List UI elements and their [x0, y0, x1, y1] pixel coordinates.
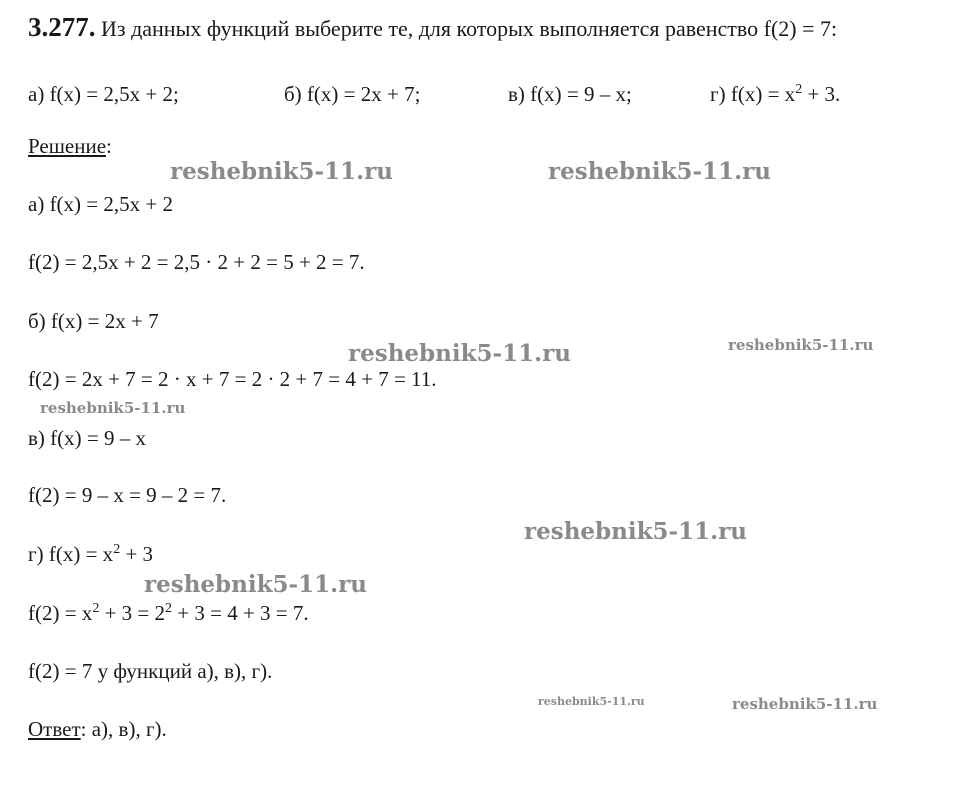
answer-heading: Ответ: [28, 717, 81, 741]
problem-statement: [28, 14, 837, 41]
solution-heading-colon: :: [106, 134, 112, 158]
solution-g-def-pre: г) f(x) = x: [28, 542, 114, 566]
watermark: reshebnik5-11.ru: [548, 158, 771, 185]
solution-b-definition: б) f(x) = 2x + 7: [28, 309, 159, 333]
solution-g-calc-part1: f(2) = x: [28, 601, 93, 625]
solution-v-definition: в) f(x) = 9 – x: [28, 426, 146, 450]
solution-conclusion: f(2) = 7 у функций а), в), г).: [28, 659, 273, 683]
option-a: а) f(x) = 2,5x + 2;: [28, 82, 179, 106]
option-g-pre: г) f(x) = x: [710, 82, 796, 106]
option-g-sup: 2: [795, 82, 803, 97]
watermark: reshebnik5-11.ru: [170, 158, 393, 185]
solution-heading-label: Решение: [28, 134, 107, 158]
solution-v-calculation: f(2) = 9 – x = 9 – 2 = 7.: [28, 483, 227, 507]
solution-g-def-sup: 2: [113, 542, 121, 557]
option-v: в) f(x) = 9 – x;: [508, 82, 632, 106]
solution-g-calc-sup2: 2: [165, 601, 173, 616]
problem-number: 3.277.: [28, 12, 96, 42]
solution-b-calculation: f(2) = 2x + 7 = 2 · x + 7 = 2 · 2 + 7 = 4 + 7 = 11.: [28, 367, 437, 391]
watermark: reshebnik5-11.ru: [348, 340, 571, 367]
solution-a-definition: а) f(x) = 2,5x + 2: [28, 192, 173, 216]
problem-text: Из данных функций выберите те, для которых выполняется равенство f(2) = 7:: [101, 16, 838, 41]
watermark: reshebnik5-11.ru: [524, 518, 747, 545]
solution-a-calculation: f(2) = 2,5x + 2 = 2,5 · 2 + 2 = 5 + 2 = 7.: [28, 250, 365, 274]
solution-g-calc-part2: + 3 = 2: [99, 601, 166, 625]
solution-g-def-post: + 3: [120, 542, 154, 566]
watermark: reshebnik5-11.ru: [538, 695, 645, 708]
answer: [28, 719, 167, 740]
watermark: reshebnik5-11.ru: [144, 571, 367, 598]
option-g: [710, 82, 840, 107]
solution-heading: [28, 136, 112, 157]
solution-g-definition: [28, 543, 153, 565]
option-g-post: + 3.: [802, 82, 841, 106]
answer-text: : а), в), г).: [80, 717, 167, 741]
solution-g-calculation: [28, 602, 309, 624]
solution-g-calc-part3: + 3 = 4 + 3 = 7.: [172, 601, 309, 625]
watermark: reshebnik5-11.ru: [40, 399, 186, 417]
solution-g-calc-sup1: 2: [92, 601, 100, 616]
option-b: б) f(x) = 2x + 7;: [284, 82, 421, 106]
watermark: reshebnik5-11.ru: [728, 336, 874, 354]
watermark: reshebnik5-11.ru: [732, 695, 878, 713]
